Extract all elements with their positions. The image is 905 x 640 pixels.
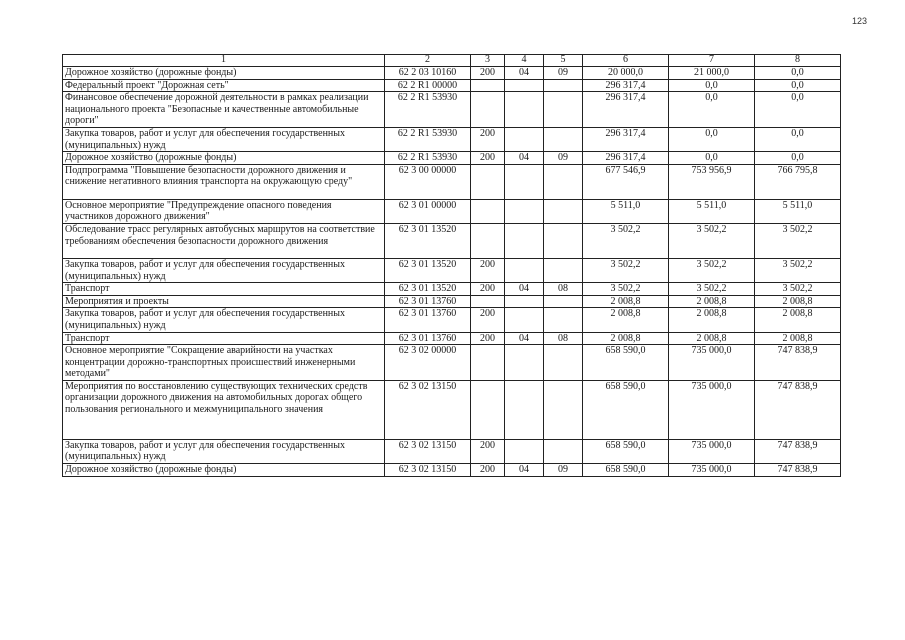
row-name-cell: Основное мероприятие "Сокращение аварийности на участках концентрации дорожно-транспортных происшествий инженерными методами" [63, 345, 385, 381]
table-body [63, 67, 841, 477]
amount-col6-cell: 658 590,0 [583, 380, 669, 439]
budget-code-cell: 62 2 R1 00000 [385, 79, 471, 92]
budget-code-cell: 62 2 R1 53930 [385, 127, 471, 151]
row-name-cell: Транспорт [63, 283, 385, 296]
subsection-cell [544, 223, 583, 258]
section-cell [505, 199, 544, 223]
table-row [63, 439, 841, 463]
amount-col8-cell: 5 511,0 [755, 199, 841, 223]
amount-col7-cell: 0,0 [669, 79, 755, 92]
subsection-cell: 08 [544, 332, 583, 345]
amount-col8-cell: 747 838,9 [755, 345, 841, 381]
table-row [63, 283, 841, 296]
budget-code-cell: 62 3 02 13150 [385, 464, 471, 477]
amount-col6-cell: 296 317,4 [583, 127, 669, 151]
row-name-cell: Мероприятия и проекты [63, 295, 385, 308]
amount-col8-cell: 0,0 [755, 92, 841, 128]
row-name-cell: Дорожное хозяйство (дорожные фонды) [63, 152, 385, 165]
subsection-cell [544, 380, 583, 439]
table-row [63, 258, 841, 282]
amount-col7-cell: 5 511,0 [669, 199, 755, 223]
amount-col8-cell: 0,0 [755, 79, 841, 92]
subsection-cell [544, 79, 583, 92]
amount-col7-cell: 3 502,2 [669, 283, 755, 296]
section-cell: 04 [505, 152, 544, 165]
expense-type-cell [471, 92, 505, 128]
expense-type-cell [471, 380, 505, 439]
table-row [63, 152, 841, 165]
row-name-cell: Транспорт [63, 332, 385, 345]
row-name-cell: Мероприятия по восстановлению существующих технических средств организации дорожного движения на автомобильных дорогах общего пользования регионального и межмуниципального значения [63, 380, 385, 439]
section-cell: 04 [505, 67, 544, 80]
expense-type-cell [471, 295, 505, 308]
section-cell [505, 79, 544, 92]
budget-code-cell: 62 3 01 13520 [385, 258, 471, 282]
table-row [63, 223, 841, 258]
amount-col8-cell: 3 502,2 [755, 258, 841, 282]
table-row [63, 295, 841, 308]
row-name-cell: Финансовое обеспечение дорожной деятельности в рамках реализации национального проекта "Безопасные и качественные автомобильные дороги" [63, 92, 385, 128]
section-cell [505, 223, 544, 258]
expense-type-cell: 200 [471, 332, 505, 345]
amount-col6-cell: 2 008,8 [583, 308, 669, 332]
column-header: 3 [471, 55, 505, 67]
section-cell [505, 92, 544, 128]
amount-col6-cell: 3 502,2 [583, 258, 669, 282]
expense-type-cell [471, 79, 505, 92]
budget-code-cell: 62 2 R1 53930 [385, 92, 471, 128]
table-row [63, 380, 841, 439]
budget-code-cell: 62 3 02 13150 [385, 439, 471, 463]
amount-col8-cell: 0,0 [755, 67, 841, 80]
column-header: 4 [505, 55, 544, 67]
amount-col7-cell: 735 000,0 [669, 464, 755, 477]
section-cell [505, 295, 544, 308]
subsection-cell: 08 [544, 283, 583, 296]
budget-code-cell: 62 3 01 13520 [385, 283, 471, 296]
amount-col8-cell: 747 838,9 [755, 380, 841, 439]
table-row [63, 308, 841, 332]
table-header-row [63, 55, 841, 67]
row-name-cell: Обследование трасс регулярных автобусных маршрутов на соответствие требованиям обеспечения безопасности дорожного движения [63, 223, 385, 258]
expense-type-cell [471, 199, 505, 223]
expense-type-cell: 200 [471, 464, 505, 477]
amount-col7-cell: 2 008,8 [669, 295, 755, 308]
amount-col8-cell: 2 008,8 [755, 308, 841, 332]
row-name-cell: Основное мероприятие "Предупреждение опасного поведения участников дорожного движения" [63, 199, 385, 223]
subsection-cell [544, 345, 583, 381]
budget-code-cell: 62 3 01 13760 [385, 332, 471, 345]
row-name-cell: Закупка товаров, работ и услуг для обеспечения государственных (муниципальных) нужд [63, 127, 385, 151]
column-header: 8 [755, 55, 841, 67]
amount-col8-cell: 3 502,2 [755, 223, 841, 258]
section-cell [505, 258, 544, 282]
amount-col8-cell: 766 795,8 [755, 164, 841, 199]
amount-col7-cell: 3 502,2 [669, 258, 755, 282]
budget-code-cell: 62 3 01 13760 [385, 295, 471, 308]
amount-col7-cell: 21 000,0 [669, 67, 755, 80]
amount-col7-cell: 735 000,0 [669, 345, 755, 381]
expense-type-cell [471, 223, 505, 258]
expense-type-cell [471, 345, 505, 381]
section-cell [505, 439, 544, 463]
expense-type-cell: 200 [471, 67, 505, 80]
row-name-cell: Федеральный проект "Дорожная сеть" [63, 79, 385, 92]
subsection-cell: 09 [544, 152, 583, 165]
section-cell [505, 308, 544, 332]
amount-col7-cell: 3 502,2 [669, 223, 755, 258]
amount-col8-cell: 2 008,8 [755, 332, 841, 345]
amount-col6-cell: 20 000,0 [583, 67, 669, 80]
amount-col6-cell: 296 317,4 [583, 92, 669, 128]
section-cell: 04 [505, 464, 544, 477]
expense-type-cell: 200 [471, 308, 505, 332]
column-header: 5 [544, 55, 583, 67]
table-row [63, 127, 841, 151]
amount-col6-cell: 658 590,0 [583, 345, 669, 381]
amount-col7-cell: 0,0 [669, 92, 755, 128]
amount-col6-cell: 3 502,2 [583, 283, 669, 296]
table-row [63, 345, 841, 381]
column-header: 2 [385, 55, 471, 67]
amount-col6-cell: 296 317,4 [583, 79, 669, 92]
amount-col8-cell: 0,0 [755, 127, 841, 151]
expense-type-cell [471, 164, 505, 199]
expense-type-cell: 200 [471, 258, 505, 282]
row-name-cell: Дорожное хозяйство (дорожные фонды) [63, 464, 385, 477]
subsection-cell: 09 [544, 464, 583, 477]
amount-col6-cell: 658 590,0 [583, 439, 669, 463]
section-cell [505, 127, 544, 151]
expense-type-cell: 200 [471, 283, 505, 296]
budget-table [62, 54, 841, 477]
budget-code-cell: 62 3 01 13520 [385, 223, 471, 258]
amount-col7-cell: 753 956,9 [669, 164, 755, 199]
amount-col7-cell: 2 008,8 [669, 308, 755, 332]
amount-col6-cell: 677 546,9 [583, 164, 669, 199]
amount-col8-cell: 3 502,2 [755, 283, 841, 296]
amount-col6-cell: 2 008,8 [583, 295, 669, 308]
table-row [63, 464, 841, 477]
section-cell: 04 [505, 332, 544, 345]
subsection-cell: 09 [544, 67, 583, 80]
table-row [63, 67, 841, 80]
amount-col7-cell: 735 000,0 [669, 439, 755, 463]
subsection-cell [544, 295, 583, 308]
column-header: 7 [669, 55, 755, 67]
amount-col8-cell: 747 838,9 [755, 439, 841, 463]
amount-col7-cell: 2 008,8 [669, 332, 755, 345]
budget-code-cell: 62 3 00 00000 [385, 164, 471, 199]
amount-col7-cell: 0,0 [669, 127, 755, 151]
table-row [63, 79, 841, 92]
subsection-cell [544, 127, 583, 151]
row-name-cell: Закупка товаров, работ и услуг для обеспечения государственных (муниципальных) нужд [63, 439, 385, 463]
budget-code-cell: 62 3 01 00000 [385, 199, 471, 223]
amount-col6-cell: 658 590,0 [583, 464, 669, 477]
expense-type-cell: 200 [471, 439, 505, 463]
table-row [63, 199, 841, 223]
subsection-cell [544, 439, 583, 463]
subsection-cell [544, 308, 583, 332]
subsection-cell [544, 92, 583, 128]
amount-col6-cell: 296 317,4 [583, 152, 669, 165]
table-row [63, 164, 841, 199]
amount-col7-cell: 735 000,0 [669, 380, 755, 439]
table-row [63, 332, 841, 345]
section-cell: 04 [505, 283, 544, 296]
amount-col6-cell: 2 008,8 [583, 332, 669, 345]
budget-code-cell: 62 2 03 10160 [385, 67, 471, 80]
amount-col6-cell: 5 511,0 [583, 199, 669, 223]
expense-type-cell: 200 [471, 152, 505, 165]
subsection-cell [544, 164, 583, 199]
budget-code-cell: 62 3 02 13150 [385, 380, 471, 439]
section-cell [505, 345, 544, 381]
expense-type-cell: 200 [471, 127, 505, 151]
budget-code-cell: 62 3 02 00000 [385, 345, 471, 381]
row-name-cell: Закупка товаров, работ и услуг для обеспечения государственных (муниципальных) нужд [63, 258, 385, 282]
amount-col8-cell: 0,0 [755, 152, 841, 165]
budget-code-cell: 62 2 R1 53930 [385, 152, 471, 165]
column-header: 6 [583, 55, 669, 67]
subsection-cell [544, 258, 583, 282]
section-cell [505, 164, 544, 199]
row-name-cell: Дорожное хозяйство (дорожные фонды) [63, 67, 385, 80]
amount-col6-cell: 3 502,2 [583, 223, 669, 258]
section-cell [505, 380, 544, 439]
amount-col7-cell: 0,0 [669, 152, 755, 165]
amount-col8-cell: 747 838,9 [755, 464, 841, 477]
table-row [63, 92, 841, 128]
subsection-cell [544, 199, 583, 223]
row-name-cell: Закупка товаров, работ и услуг для обеспечения государственных (муниципальных) нужд [63, 308, 385, 332]
page-number: 123 [851, 16, 867, 26]
amount-col8-cell: 2 008,8 [755, 295, 841, 308]
row-name-cell: Подпрограмма "Повышение безопасности дорожного движения и снижение негативного влияния транспорта на окружающую среду" [63, 164, 385, 199]
column-header: 1 [63, 55, 385, 67]
budget-code-cell: 62 3 01 13760 [385, 308, 471, 332]
